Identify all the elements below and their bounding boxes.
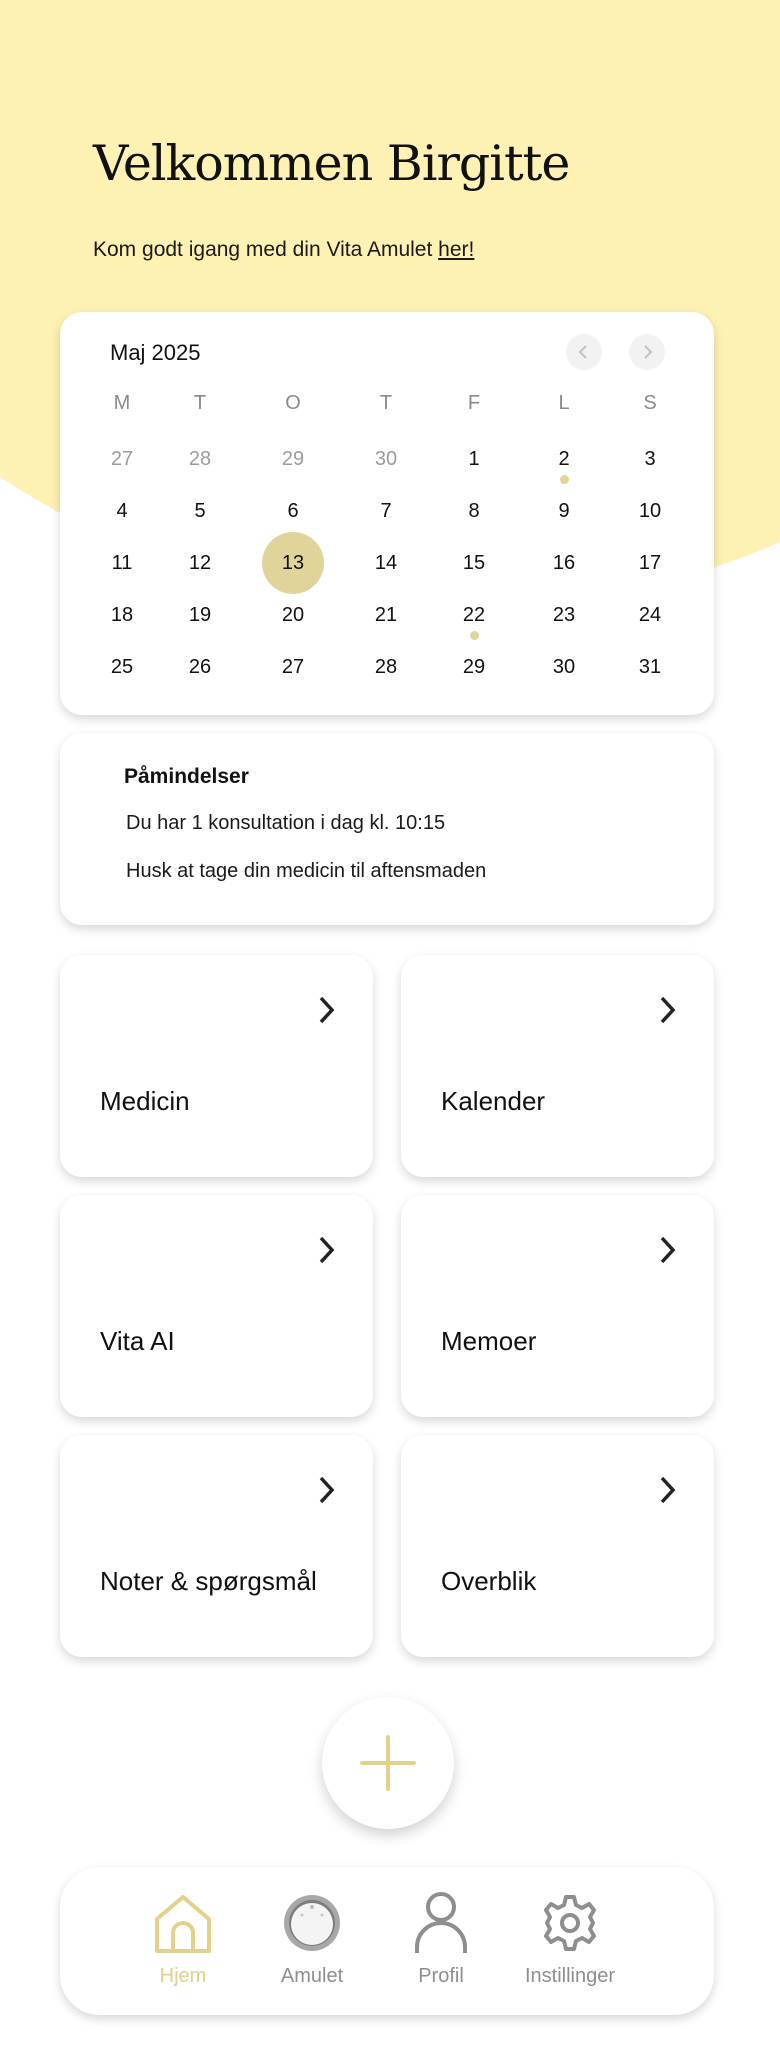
nav-item-amulet[interactable] — [247, 1889, 377, 1988]
calendar-weekday: T — [379, 392, 393, 414]
calendar-day[interactable]: 21 — [374, 604, 398, 626]
nav-item-profil[interactable] — [376, 1889, 506, 1988]
amulet-icon — [280, 1891, 344, 1955]
calendar-day[interactable]: 27 — [281, 656, 305, 678]
reminders-card — [60, 733, 714, 925]
welcome-title: Velkommen Birgitte — [93, 135, 570, 192]
bottom-nav — [60, 1867, 714, 2015]
calendar-day[interactable]: 24 — [638, 604, 662, 626]
chevron-left-icon — [577, 344, 591, 360]
tile-label: Kalender — [441, 1086, 546, 1116]
calendar-weekday: S — [643, 392, 657, 414]
tile-label: Overblik — [441, 1566, 537, 1596]
calendar-day[interactable]: 1 — [468, 448, 480, 470]
reminder-item: Husk at tage din medicin til aftensmaden — [126, 860, 487, 882]
calendar-day[interactable]: 28 — [188, 448, 212, 470]
reminders-title: Påmindelser — [124, 765, 249, 788]
gear-icon — [540, 1893, 600, 1953]
calendar-day[interactable]: 28 — [374, 656, 398, 678]
calendar-weekday: T — [193, 392, 207, 414]
tile-overblik[interactable] — [401, 1435, 714, 1657]
calendar-weekday: M — [113, 392, 131, 414]
calendar-day[interactable]: 29 — [462, 656, 486, 678]
calendar-day[interactable]: 15 — [462, 552, 486, 574]
tile-noter-spoergsmaal[interactable] — [60, 1435, 373, 1657]
tile-label: Noter & spørgsmål — [100, 1566, 317, 1596]
calendar-day[interactable]: 16 — [552, 552, 576, 574]
event-dot — [560, 475, 569, 484]
tile-label: Memoer — [441, 1326, 537, 1356]
calendar-day[interactable]: 14 — [374, 552, 398, 574]
calendar-day[interactable]: 12 — [188, 552, 212, 574]
reminder-item: Du har 1 konsultation i dag kl. 10:15 — [126, 812, 446, 834]
chevron-right-icon — [658, 995, 678, 1025]
calendar-day[interactable]: 30 — [552, 656, 576, 678]
chevron-right-icon — [317, 1475, 337, 1505]
nav-label: Profil — [418, 1965, 464, 1987]
calendar-day[interactable]: 18 — [110, 604, 134, 626]
calendar-day[interactable]: 10 — [638, 500, 662, 522]
calendar-prev-button[interactable] — [566, 334, 602, 370]
calendar-day[interactable]: 9 — [558, 500, 570, 522]
calendar-day[interactable]: 22 — [462, 604, 486, 626]
calendar-day[interactable]: 31 — [638, 656, 662, 678]
nav-label: Instillinger — [524, 1965, 616, 1987]
nav-label: Amulet — [280, 1965, 344, 1987]
calendar-day[interactable]: 27 — [110, 448, 134, 470]
tile-label: Vita AI — [100, 1326, 175, 1356]
calendar-month-label: Maj 2025 — [110, 340, 201, 365]
nav-item-hjem[interactable] — [118, 1889, 248, 1988]
tile-memoer[interactable] — [401, 1195, 714, 1417]
event-dot — [470, 631, 479, 640]
tile-kalender[interactable] — [401, 955, 714, 1177]
welcome-subtitle-text: Kom godt igang med din Vita Amulet — [93, 238, 439, 261]
calendar-day[interactable]: 8 — [468, 500, 480, 522]
chevron-right-icon — [317, 1235, 337, 1265]
get-started-link[interactable]: her! — [438, 238, 475, 261]
calendar-card — [60, 312, 714, 715]
tile-label: Medicin — [100, 1086, 190, 1116]
plus-icon — [359, 1734, 417, 1792]
calendar-day[interactable]: 30 — [374, 448, 398, 470]
calendar-day[interactable]: 23 — [552, 604, 576, 626]
calendar-day[interactable]: 13 — [281, 552, 305, 574]
chevron-right-icon — [317, 995, 337, 1025]
calendar-day[interactable]: 3 — [644, 448, 656, 470]
calendar-day[interactable]: 26 — [188, 656, 212, 678]
home-icon — [151, 1893, 215, 1953]
chevron-right-icon — [658, 1235, 678, 1265]
tile-vita-ai[interactable] — [60, 1195, 373, 1417]
calendar-day[interactable]: 6 — [287, 500, 299, 522]
calendar-day[interactable]: 7 — [380, 500, 392, 522]
calendar-day[interactable]: 2 — [558, 448, 570, 470]
profile-icon — [413, 1891, 469, 1955]
calendar-day[interactable]: 20 — [281, 604, 305, 626]
nav-item-instillinger[interactable] — [505, 1889, 635, 1988]
nav-label: Hjem — [159, 1965, 207, 1987]
calendar-day[interactable]: 25 — [110, 656, 134, 678]
calendar-day[interactable]: 29 — [281, 448, 305, 470]
calendar-day[interactable]: 4 — [116, 500, 128, 522]
calendar-next-button[interactable] — [629, 334, 665, 370]
calendar-day[interactable]: 11 — [111, 552, 133, 574]
calendar-day[interactable]: 17 — [638, 552, 662, 574]
calendar-weekday: F — [467, 392, 481, 414]
calendar-day[interactable]: 19 — [188, 604, 212, 626]
calendar-weekday: L — [558, 392, 570, 414]
add-button[interactable] — [322, 1697, 454, 1829]
welcome-subtitle — [93, 238, 474, 262]
calendar-weekday: O — [285, 392, 301, 414]
chevron-right-icon — [658, 1475, 678, 1505]
chevron-right-icon — [640, 344, 654, 360]
calendar-day[interactable]: 5 — [194, 500, 206, 522]
tile-medicin[interactable] — [60, 955, 373, 1177]
